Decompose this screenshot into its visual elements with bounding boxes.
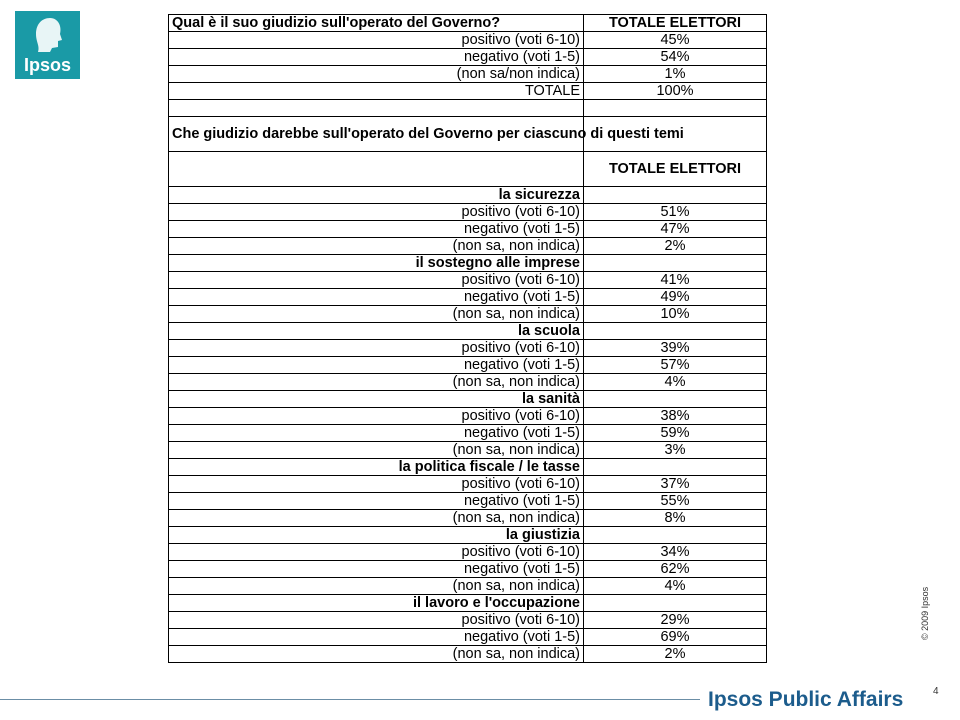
question1-header: TOTALE ELETTORI (584, 15, 767, 32)
table-row (169, 459, 767, 476)
table-row (169, 100, 767, 117)
row-value: 4% (584, 578, 767, 595)
row-label: positivo (voti 6-10) (169, 408, 584, 425)
topic-name: la scuola (169, 323, 584, 340)
table-row (169, 408, 767, 425)
row-value: 100% (584, 83, 767, 100)
row-label: positivo (voti 6-10) (169, 476, 584, 493)
topic-name: il sostegno alle imprese (169, 255, 584, 272)
row-label: (non sa, non indica) (169, 374, 584, 391)
row-value: 38% (584, 408, 767, 425)
question1-text: Qual è il suo giudizio sull'operato del Governo? (169, 15, 584, 32)
row-value: 57% (584, 357, 767, 374)
row-label: TOTALE (169, 83, 584, 100)
row-label: negativo (voti 1-5) (169, 289, 584, 306)
row-label: positivo (voti 6-10) (169, 612, 584, 629)
table-row (169, 66, 767, 83)
row-value: 4% (584, 374, 767, 391)
topic-name: la giustizia (169, 527, 584, 544)
table-row (169, 323, 767, 340)
table-row (169, 117, 767, 152)
topic-name: la politica fiscale / le tasse (169, 459, 584, 476)
row-value: 37% (584, 476, 767, 493)
row-value: 39% (584, 340, 767, 357)
row-label: negativo (voti 1-5) (169, 357, 584, 374)
row-value: 29% (584, 612, 767, 629)
row-value: 47% (584, 221, 767, 238)
empty-cell (584, 255, 767, 272)
table-row (169, 306, 767, 323)
table-row (169, 561, 767, 578)
empty-cell (584, 391, 767, 408)
empty-cell (169, 152, 584, 187)
table-row (169, 238, 767, 255)
empty-cell (169, 100, 584, 117)
table-row (169, 221, 767, 238)
empty-cell (584, 459, 767, 476)
table-row (169, 32, 767, 49)
row-label: negativo (voti 1-5) (169, 493, 584, 510)
topic-name: la sanità (169, 391, 584, 408)
table-row (169, 442, 767, 459)
topic-name: la sicurezza (169, 187, 584, 204)
table-row (169, 629, 767, 646)
row-value: 59% (584, 425, 767, 442)
table-row (169, 255, 767, 272)
table-row (169, 646, 767, 663)
table-row (169, 289, 767, 306)
table-row (169, 527, 767, 544)
table-row (169, 544, 767, 561)
survey-table (168, 14, 767, 663)
row-value: 8% (584, 510, 767, 527)
row-label: positivo (voti 6-10) (169, 272, 584, 289)
row-label: negativo (voti 1-5) (169, 49, 584, 66)
table-row (169, 391, 767, 408)
row-label: (non sa/non indica) (169, 66, 584, 83)
row-value: 69% (584, 629, 767, 646)
row-label: positivo (voti 6-10) (169, 204, 584, 221)
ipsos-logo (15, 11, 80, 79)
table-row (169, 374, 767, 391)
table-row (169, 272, 767, 289)
table-row (169, 49, 767, 66)
table-row (169, 476, 767, 493)
row-label: (non sa, non indica) (169, 578, 584, 595)
table-row (169, 204, 767, 221)
row-value: 1% (584, 66, 767, 83)
row-value: 49% (584, 289, 767, 306)
row-label: positivo (voti 6-10) (169, 32, 584, 49)
row-value: 51% (584, 204, 767, 221)
table-row (169, 357, 767, 374)
row-value: 54% (584, 49, 767, 66)
empty-cell (584, 100, 767, 117)
empty-cell (584, 595, 767, 612)
empty-cell (584, 323, 767, 340)
table-row (169, 340, 767, 357)
table-row (169, 578, 767, 595)
copyright-text: © 2009 Ipsos (920, 586, 930, 640)
row-value: 34% (584, 544, 767, 561)
row-label: (non sa, non indica) (169, 646, 584, 663)
row-label: negativo (voti 1-5) (169, 221, 584, 238)
footer-divider (0, 699, 700, 700)
row-label: negativo (voti 1-5) (169, 629, 584, 646)
question2-header: TOTALE ELETTORI (584, 152, 767, 187)
row-label: (non sa, non indica) (169, 510, 584, 527)
table-row (169, 510, 767, 527)
empty-cell (584, 187, 767, 204)
row-label: negativo (voti 1-5) (169, 561, 584, 578)
topic-name: il lavoro e l'occupazione (169, 595, 584, 612)
table-row (169, 152, 767, 187)
table-row (169, 425, 767, 442)
row-label: (non sa, non indica) (169, 442, 584, 459)
row-label: positivo (voti 6-10) (169, 544, 584, 561)
row-value: 62% (584, 561, 767, 578)
row-value: 45% (584, 32, 767, 49)
page-number: 4 (933, 686, 939, 697)
question2-text: Che giudizio darebbe sull'operato del Governo per ciascuno di questi temi (169, 117, 584, 152)
empty-cell (584, 527, 767, 544)
row-label: (non sa, non indica) (169, 306, 584, 323)
row-value: 41% (584, 272, 767, 289)
row-value: 3% (584, 442, 767, 459)
row-value: 55% (584, 493, 767, 510)
row-label: positivo (voti 6-10) (169, 340, 584, 357)
row-value: 10% (584, 306, 767, 323)
brand-name: Ipsos Public Affairs (708, 688, 904, 711)
table-row (169, 612, 767, 629)
row-value: 2% (584, 238, 767, 255)
row-label: (non sa, non indica) (169, 238, 584, 255)
table-row (169, 493, 767, 510)
logo-text: Ipsos (23, 55, 71, 75)
table-row (169, 187, 767, 204)
table-row (169, 595, 767, 612)
profile-face-icon (28, 16, 66, 52)
row-label: negativo (voti 1-5) (169, 425, 584, 442)
row-value: 2% (584, 646, 767, 663)
table-row (169, 83, 767, 100)
